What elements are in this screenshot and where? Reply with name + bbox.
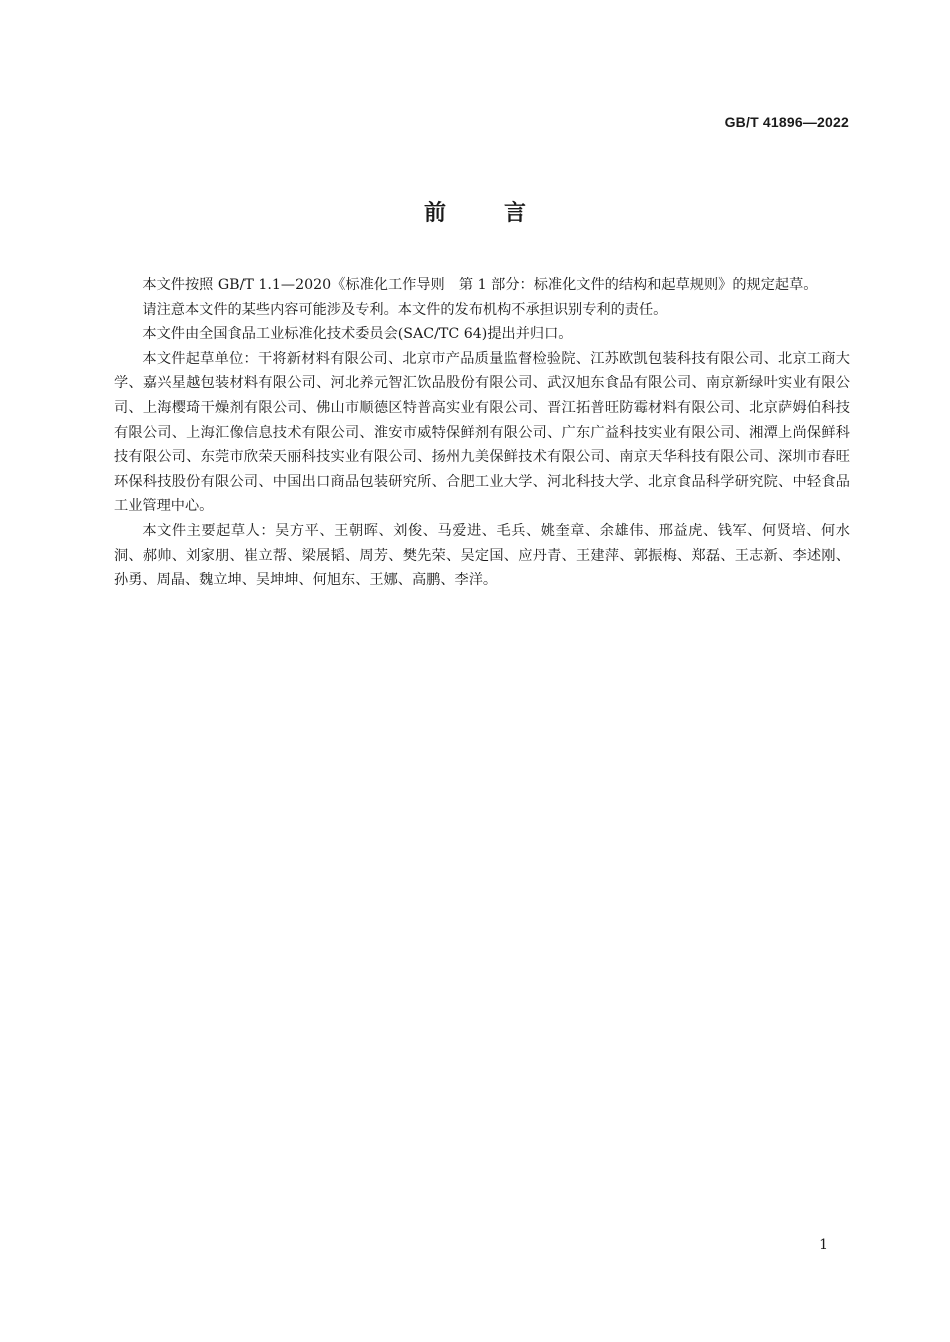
paragraph-drafting-units: 本文件起草单位：干将新材料有限公司、北京市产品质量监督检验院、江苏欧凯包装科技有限公司、北京工商大学、嘉兴星越包装材料有限公司、河北养元智汇饮品股份有限公司、武汉旭东食品有限公司、南京新绿叶实业有限公司、上海樱琦干燥剂有限公司、佛山市顺德区特普高实业有限公司、晋江拓普旺防霉材料有限公司、北京萨姆伯科技有限公司、上海汇像信息技术有限公司、淮安市威特保鲜剂有限公司、广东广益科技实业有限公司、湘潭上尚保鲜科技有限公司、东莞市欣荣天丽科技实业有限公司、扬州九美保鲜技术有限公司、南京天华科技有限公司、深圳市春旺环保科技股份有限公司、中国出口商品包装研究所、合肥工业大学、河北科技大学、北京食品科学研究院、中轻食品工业管理中心。 <box>114 350 850 515</box>
paragraph-proposer: 本文件由全国食品工业标准化技术委员会(SAC/TC 64)提出并归口。 <box>142 326 573 343</box>
standard-number: GB/T 41896—2022 <box>724 114 849 130</box>
paragraph-drafters: 本文件主要起草人：吴方平、王朝晖、刘俊、马爱进、毛兵、姚奎章、余雄伟、邢益虎、钱军、何贤培、何水洞、郝帅、刘家朋、崔立帮、梁展韬、周芳、樊先荣、吴定国、应丹青、王建萍、郭振梅、郑磊、王志新、李述刚、孙勇、周晶、魏立坤、吴坤坤、何旭东、王娜、高鹏、李洋。 <box>114 522 850 589</box>
page-title: 前言 <box>423 201 584 226</box>
paragraph-patent-notice: 请注意本文件的某些内容可能涉及专利。本文件的发布机构不承担识别专利的责任。 <box>142 301 668 318</box>
foreword-body <box>114 273 850 593</box>
page-number: 1 <box>819 1237 828 1253</box>
paragraph-drafting-rules: 本文件按照 GB/T 1.1—2020《标准化工作导则 第 1 部分：标准化文件的结构和起草规则》的规定起草。 <box>142 277 818 293</box>
